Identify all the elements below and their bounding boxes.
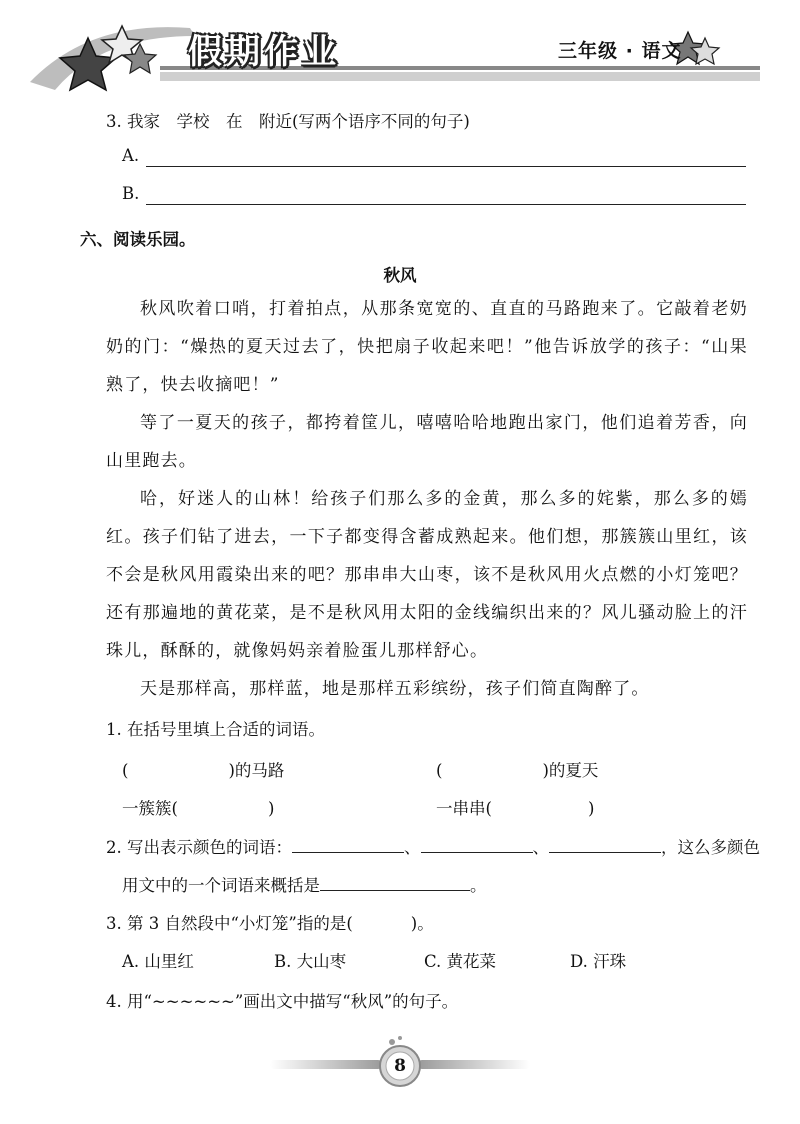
q1-item-2[interactable] [436, 757, 598, 781]
q1-item-1-open: ( [122, 761, 129, 780]
q1-item-3-close: ) [267, 799, 275, 818]
q3-prompt-text: 3. 第 3 自然段中“小灯笼”指的是( [106, 914, 353, 933]
q1-item-4-open: 一串串( [436, 799, 492, 818]
question-1-prompt: 1. 在括号里填上合适的词语。 [106, 720, 325, 739]
answer-line-b[interactable] [146, 204, 746, 205]
passage-title: 秋风 [383, 266, 417, 285]
q2-blank-3[interactable] [549, 838, 661, 853]
page-number: 8 [394, 1056, 406, 1076]
q3-option-a[interactable]: A. 山里红 [122, 952, 194, 971]
question-2-line-2 [122, 872, 487, 896]
q1-item-1[interactable] [122, 757, 284, 781]
brand-title: 假期作业 [188, 32, 340, 72]
page-header [0, 0, 800, 100]
q2-summary-prompt: 用文中的一个词语来概括是 [122, 876, 320, 895]
q3-option-d[interactable]: D. 汗珠 [570, 952, 627, 971]
rearrange-question: 3. 我家 学校 在 附近(写两个语序不同的句子) [106, 112, 470, 131]
q2-prompt: 2. 写出表示颜色的词语： [106, 838, 292, 857]
q2-separator: 、 [404, 838, 421, 857]
passage-paragraph-2: 等了一夏天的孩子，都挎着筐儿，嘻嘻哈哈地跑出家门，他们追着芳香，向山里跑去。 [106, 413, 748, 471]
grade-subject-label: 三年级 · 语文 [558, 40, 682, 62]
q1-item-1-close: )的马路 [228, 761, 285, 780]
q3-prompt-end: )。 [410, 914, 434, 933]
section-heading: 六、阅读乐园。 [80, 230, 196, 249]
q2-end: 。 [470, 876, 487, 895]
q2-blank-1[interactable] [292, 838, 404, 853]
q1-item-4-close: ) [587, 799, 595, 818]
question-4-prompt: 4. 用“~~~~~~”画出文中描写“秋风”的句子。 [106, 992, 459, 1011]
answer-line-a[interactable] [146, 166, 746, 167]
question-3-prompt [106, 910, 434, 934]
q2-prompt-end: ，这么多颜色 [661, 838, 760, 857]
q2-blank-2[interactable] [421, 838, 533, 853]
passage-paragraph-1: 秋风吹着口哨，打着拍点，从那条宽宽的、直直的马路跑来了。它敲着老奶奶的门：“燥热的夏天过去了，快把扇子收起来吧！”他告诉放学的孩子：“山果熟了，快去收摘吧！” [106, 299, 748, 395]
passage-paragraph-4: 天是那样高，那样蓝，地是那样五彩缤纷，孩子们简直陶醉了。 [140, 679, 650, 699]
q1-item-2-open: ( [436, 761, 443, 780]
q1-item-4[interactable] [436, 795, 594, 819]
answer-label-a: A. [122, 146, 140, 165]
q2-summary-blank[interactable] [320, 876, 470, 891]
q1-item-3[interactable] [122, 795, 274, 819]
answer-label-b: B. [122, 184, 140, 203]
q3-option-c[interactable]: C. 黄花菜 [424, 952, 497, 971]
q2-separator: 、 [532, 838, 549, 857]
passage-body [106, 290, 748, 708]
q1-item-3-open: 一簇簇( [122, 799, 178, 818]
question-2-line-1 [106, 834, 760, 858]
passage-paragraph-3: 哈，好迷人的山林！给孩子们那么多的金黄，那么多的姹紫，那么多的嫣红。孩子们钻了进去，一下子都变得含蓄成熟起来。他们想，那簇簇山里红，该不会是秋风用霞染出来的吧？那串串大山枣，该不是秋风用火点燃的小灯笼吧？还有那遍地的黄花菜，是不是秋风用太阳的金线编织出来的？风儿骚动脸上的汗珠儿，酥酥的，就像妈妈亲着脸蛋儿那样舒心。 [106, 489, 748, 661]
q1-item-2-close: )的夏天 [542, 761, 599, 780]
q3-option-b[interactable]: B. 大山枣 [274, 952, 347, 971]
